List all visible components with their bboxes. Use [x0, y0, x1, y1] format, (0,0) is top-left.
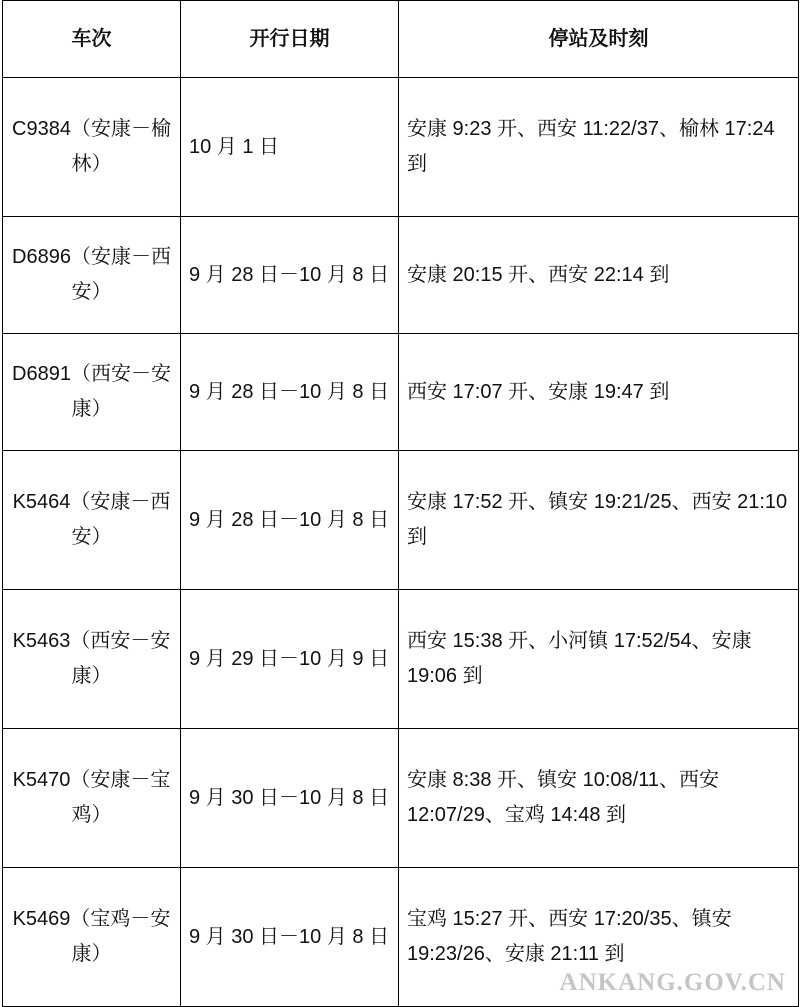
cell-stops-and-times — [399, 590, 799, 729]
operating-dates-text: 9 月 29 日－10 月 9 日 — [189, 647, 390, 670]
stops-and-times-text: 西安 15:38 开、小河镇 17:52/54、安康 19:06 到 — [407, 630, 752, 687]
table-row — [3, 729, 799, 868]
cell-operating-dates — [181, 868, 399, 1007]
operating-dates-text: 10 月 1 日 — [189, 135, 280, 158]
stops-and-times-text: 西安 17:07 开、安康 19:47 到 — [407, 380, 670, 403]
train-schedule-table — [2, 0, 799, 1007]
stops-and-times-text: 安康 8:38 开、镇安 10:08/11、西安 12:07/29、宝鸡 14:48 到 — [407, 769, 719, 826]
table-row — [3, 590, 799, 729]
table-row — [3, 451, 799, 590]
stops-and-times-text: 宝鸡 15:27 开、西安 17:20/35、镇安 19:23/26、安康 21:11 到 — [407, 908, 732, 965]
operating-dates-text: 9 月 28 日－10 月 8 日 — [189, 508, 390, 531]
cell-train-number — [3, 729, 181, 868]
cell-stops-and-times — [399, 451, 799, 590]
cell-train-number — [3, 451, 181, 590]
site-watermark: ANKANG.GOV.CN — [559, 969, 786, 996]
stops-and-times-text: 安康 20:15 开、西安 22:14 到 — [407, 263, 670, 286]
train-number-text: C9384（安康－榆林） — [12, 118, 171, 175]
cell-train-number — [3, 868, 181, 1007]
train-number-text: K5470（安康－宝鸡） — [12, 769, 171, 826]
cell-operating-dates — [181, 451, 399, 590]
column-header-operating-dates: 开行日期 — [181, 1, 399, 78]
table-header-row — [3, 1, 799, 78]
table-row — [3, 868, 799, 1007]
train-number-text: K5469（宝鸡－安康） — [12, 908, 171, 965]
train-number-text: D6896（安康－西安） — [12, 246, 171, 303]
cell-train-number — [3, 334, 181, 451]
column-header-train-number: 车次 — [3, 1, 181, 78]
operating-dates-text: 9 月 28 日－10 月 8 日 — [189, 380, 390, 403]
table-row — [3, 78, 799, 217]
table-body — [3, 78, 799, 1007]
table-header — [3, 1, 799, 78]
cell-operating-dates — [181, 590, 399, 729]
cell-stops-and-times — [399, 868, 799, 1007]
cell-stops-and-times — [399, 729, 799, 868]
cell-stops-and-times — [399, 334, 799, 451]
table-row — [3, 217, 799, 334]
cell-train-number — [3, 217, 181, 334]
operating-dates-text: 9 月 30 日－10 月 8 日 — [189, 925, 390, 948]
column-header-stops-and-times: 停站及时刻 — [399, 1, 799, 78]
train-number-text: K5464（安康－西安） — [12, 491, 171, 548]
cell-stops-and-times — [399, 217, 799, 334]
train-number-text: D6891（西安－安康） — [12, 363, 171, 420]
operating-dates-text: 9 月 30 日－10 月 8 日 — [189, 786, 390, 809]
cell-train-number — [3, 590, 181, 729]
cell-operating-dates — [181, 217, 399, 334]
table-row — [3, 334, 799, 451]
stops-and-times-text: 安康 17:52 开、镇安 19:21/25、西安 21:10 到 — [407, 491, 788, 548]
cell-operating-dates — [181, 729, 399, 868]
cell-stops-and-times — [399, 78, 799, 217]
operating-dates-text: 9 月 28 日－10 月 8 日 — [189, 263, 390, 286]
cell-operating-dates — [181, 334, 399, 451]
cell-operating-dates — [181, 78, 399, 217]
cell-train-number — [3, 78, 181, 217]
train-number-text: K5463（西安－安康） — [12, 630, 171, 687]
stops-and-times-text: 安康 9:23 开、西安 11:22/37、榆林 17:24 到 — [407, 118, 775, 175]
